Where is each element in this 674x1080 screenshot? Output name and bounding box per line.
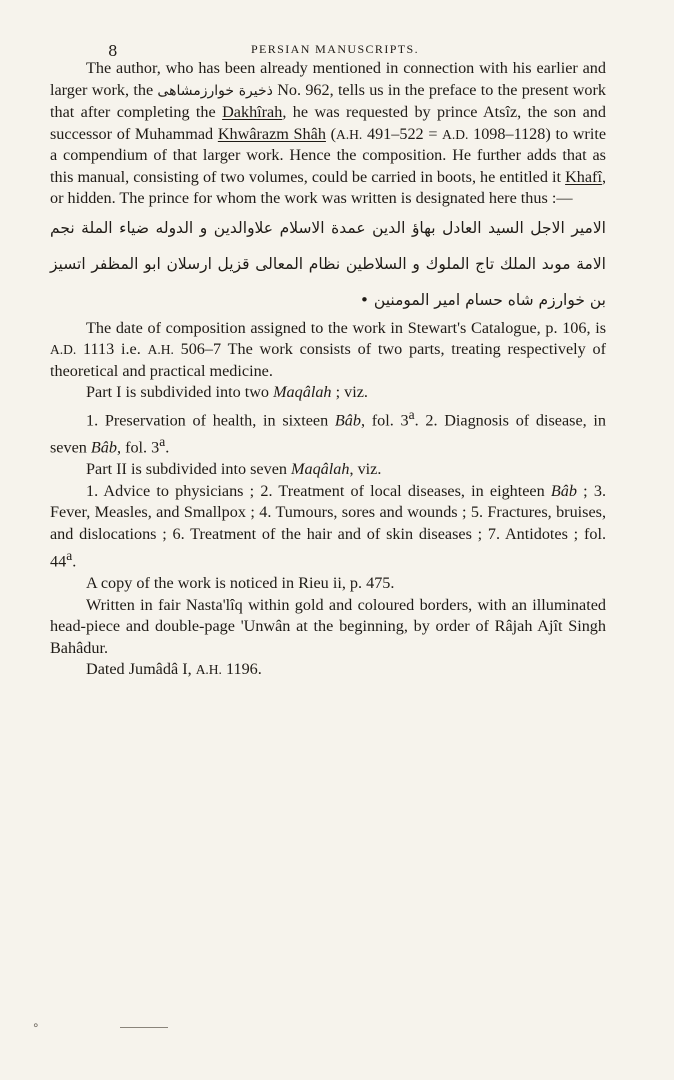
term-maqalah: Maqâlah xyxy=(273,383,332,401)
text-run: Part II is subdivided into seven xyxy=(86,460,292,479)
text-run: , viz. xyxy=(349,460,382,479)
body-text xyxy=(50,58,606,681)
text-run: 491–522 = xyxy=(362,124,443,143)
term-bab: Bâb xyxy=(90,438,117,457)
part1-list xyxy=(50,404,606,460)
text-run: No. 962, tells us in the preface to the present work that after completing the xyxy=(50,80,607,121)
text-run: , or hidden. The prince for whom the work was written is designated here thus :— xyxy=(50,167,606,207)
term-dakhirah: Dakhîrah xyxy=(222,103,283,121)
text-run: 1196. xyxy=(221,660,262,679)
stray-tick: ∘ xyxy=(32,1018,40,1032)
text-run: 506–7 The work consists of two parts, treating respectively of theoretical and practical medicine. xyxy=(50,340,606,380)
running-title: PERSIAN MANUSCRIPTS. xyxy=(250,42,420,56)
page-number: 8 xyxy=(108,42,119,60)
text-run: 1. Preservation of health, in sixteen xyxy=(86,410,335,429)
folio-superscript: a xyxy=(66,548,73,564)
text-run: 1098–1128) to write a compendium of that larger work. Hence the composition. He further adds that as this manual, consisting of two volumes, could be carried in boots, he entitled it xyxy=(50,124,606,186)
paragraph-author xyxy=(50,58,606,210)
text-run: . xyxy=(165,438,170,457)
text-run: The author, who has been already mentioned in connection with his earlier and larger work, the xyxy=(50,59,606,99)
era-ad: A.D. xyxy=(442,126,469,142)
term-khafi: Khafî xyxy=(565,167,602,186)
text-run: ; 3. Fever, Measles, and Smallpox ; 4. Tumours, sores and wounds ; 5. Fractures, bruises, and dislocations ; 6. Treatment of the hair and of skin diseases ; 7. Antidotes ; fol. 44 xyxy=(50,481,606,571)
text-run: ; viz. xyxy=(331,383,368,401)
stray-mark xyxy=(120,1027,168,1028)
folio-superscript: a xyxy=(408,406,415,422)
term-maqalah: Maqâlah xyxy=(291,460,350,479)
text-run: Part I is subdivided into two xyxy=(86,383,274,401)
part2-list xyxy=(50,481,606,573)
running-head xyxy=(60,18,610,60)
term-bab: Bâb xyxy=(334,410,361,429)
dated-note xyxy=(50,659,606,681)
text-run: 1113 i.e. xyxy=(76,340,148,358)
term-bab: Bâb xyxy=(550,481,577,500)
text-run: ( xyxy=(325,124,337,143)
text-run: . xyxy=(72,552,77,571)
text-run: , fol. 3 xyxy=(360,410,409,429)
era-ah: A.H. xyxy=(147,342,174,357)
text-run: 1. Advice to physicians ; 2. Treatment of local diseases, in eighteen xyxy=(86,481,551,500)
written-note: Written in fair Nasta'lîq within gold and coloured borders, with an illuminated head-piece and double-page 'Unwân at the beginning, by order of Râjah Ajît Singh Bahâdur. xyxy=(50,595,606,657)
text-run: , he was requested by prince Atsîz, the son and successor of Muhammad xyxy=(50,103,606,143)
text-run: . 2. Diagnosis of disease, in seven xyxy=(50,410,606,457)
era-ad: A.D. xyxy=(50,342,77,357)
paragraph-date xyxy=(50,318,606,383)
era-ah: A.H. xyxy=(336,126,363,142)
part2-heading xyxy=(50,459,606,481)
part1-heading xyxy=(50,382,606,404)
text-run: The date of composition assigned to the work in Stewart's Catalogue, p. 106, is xyxy=(86,318,606,337)
text-run: , fol. 3 xyxy=(116,438,160,457)
arabic-designation: الامير الاجل السيد العادل بهاؤ الدين عمدة الاسلام علاوالدين و الدوله ضياء الملة نجم الامة موىد الملك تاج الملوك و السلاطين نظام المعالى قزيل ارسلان ابو المظفر اتسيز بن خوارزم شاه حسام امير المومنين • xyxy=(50,218,606,309)
copy-note: A copy of the work is noticed in Rieu ii, p. 475. xyxy=(86,574,395,593)
term-khwarazm-shah: Khwârazm Shâh xyxy=(217,124,326,143)
text-run: Dated Jumâdâ I, xyxy=(86,660,196,679)
arabic-inline-title: ذخيرة خوارزمشاهى xyxy=(157,82,273,99)
era-ah: A.H. xyxy=(195,662,222,678)
folio-superscript: a xyxy=(159,434,166,450)
